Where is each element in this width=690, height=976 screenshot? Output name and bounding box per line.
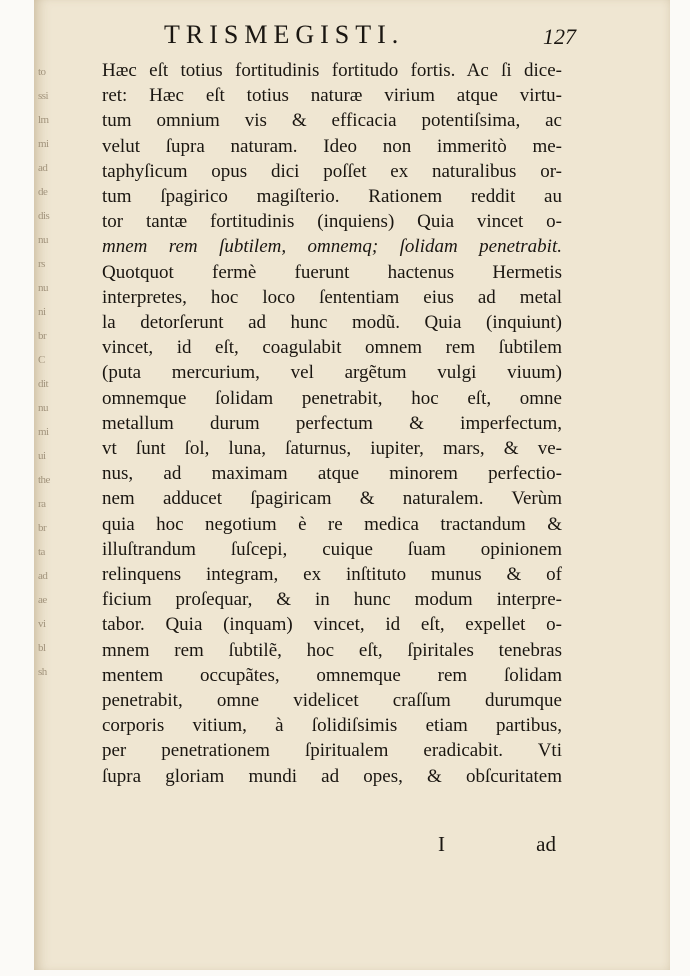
page-footer: [102, 832, 562, 862]
text-line: mnem rem ſubtilẽ, hoc eſt, ſpiritales tenebras: [102, 639, 562, 661]
bleed-fragment: dis: [38, 210, 50, 222]
bleed-fragment: mi: [38, 138, 49, 150]
text-line: relinquens integram, ex inſtituto munus & of: [102, 564, 562, 586]
bleed-fragment: ui: [38, 450, 46, 462]
bleed-fragment: lm: [38, 114, 49, 126]
text-line: Hæc eſt totius fortitudinis fortitudo fortis. Ac ſi dice-: [102, 60, 562, 81]
bleed-fragment: ad: [38, 570, 48, 582]
bleed-fragment: ta: [38, 546, 45, 558]
text-line: (puta mercurium, vel argẽtum vulgi viuum): [102, 362, 562, 384]
bleed-fragment: bl: [38, 642, 46, 654]
bleed-fragment: dit: [38, 378, 49, 390]
bleed-fragment: ra: [38, 498, 46, 510]
bleed-fragment: C: [38, 354, 45, 366]
bleed-fragment: the: [38, 474, 50, 486]
bleed-fragment: rs: [38, 258, 45, 270]
text-line: quia hoc negotium è re medica tractandum &: [102, 513, 562, 535]
text-line: velut ſupra naturam. Ideo non immeritò me-: [102, 135, 562, 157]
text-line: mnem rem ſubtilem, omnemq; ſolidam penetrabit.: [102, 236, 562, 258]
text-line: ret: Hæc eſt totius naturæ virium atque virtu-: [102, 85, 562, 107]
bleed-fragment: ae: [38, 594, 47, 606]
text-line: vincet, id eſt, coagulabit omnem rem ſubtilem: [102, 337, 562, 359]
text-line: nem adducet ſpagiricam & naturalem. Verùm: [102, 488, 562, 510]
bleed-fragment: nu: [38, 282, 48, 294]
facing-page-bleed: [34, 60, 58, 900]
text-line: la detorſerunt ad hunc modũ. Quia (inquiunt): [102, 312, 562, 334]
bleed-fragment: ad: [38, 162, 48, 174]
text-line: per penetrationem ſpiritualem eradicabit. Vti: [102, 740, 562, 762]
text-line: mentem occupãtes, omnemque rem ſolidam: [102, 664, 562, 686]
bleed-fragment: sh: [38, 666, 47, 678]
text-line: tor tantæ fortitudinis (inquiens) Quia vincet o-: [102, 211, 562, 233]
running-title: TRISMEGISTI.: [164, 20, 405, 49]
text-line: corporis vitium, à ſolidiſsimis etiam partibus,: [102, 715, 562, 737]
body-text: [102, 58, 562, 789]
catchword: ad: [536, 832, 556, 856]
bleed-fragment: ni: [38, 306, 46, 318]
text-line: Quotquot fermè fuerunt hactenus Hermetis: [102, 261, 562, 283]
text-line: vt ſunt ſol, luna, ſaturnus, iupiter, mars, & ve-: [102, 438, 562, 460]
signature-mark: I: [438, 832, 445, 856]
text-line: ficium proſequar, & in hunc modum interpre-: [102, 589, 562, 611]
text-line: tum ſpagirico magiſterio. Rationem reddit au: [102, 186, 562, 208]
text-line: ſupra gloriam mundi ad opes, & obſcuritatem: [102, 765, 562, 787]
text-line: tabor. Quia (inquam) vincet, id eſt, expellet o-: [102, 614, 562, 636]
bleed-fragment: nu: [38, 234, 48, 246]
text-line: interpretes, hoc loco ſententiam eius ad metal: [102, 286, 562, 308]
text-line: metallum durum perfectum & imperfectum,: [102, 412, 562, 434]
bleed-fragment: ssi: [38, 90, 49, 102]
bleed-fragment: de: [38, 186, 48, 198]
page-header: [104, 12, 574, 52]
text-line: tum omnium vis & efficacia potentiſsima, ac: [102, 110, 562, 132]
bleed-fragment: nu: [38, 402, 48, 414]
bleed-fragment: br: [38, 522, 47, 534]
page-number: 127: [543, 24, 576, 49]
text-line: illuſtrandum ſuſcepi, cuique ſuam opinionem: [102, 538, 562, 560]
bleed-fragment: mi: [38, 426, 49, 438]
text-line: taphyſicum opus dici poſſet ex naturalibus or-: [102, 160, 562, 182]
text-line: penetrabit, omne videlicet craſſum durumque: [102, 690, 562, 712]
bleed-fragment: to: [38, 66, 46, 78]
bleed-fragment: br: [38, 330, 47, 342]
book-page: [34, 0, 670, 970]
text-line: omnemque ſolidam penetrabit, hoc eſt, omne: [102, 387, 562, 409]
bleed-fragment: vi: [38, 618, 46, 630]
text-line: nus, ad maximam atque minorem perfectio-: [102, 463, 562, 485]
